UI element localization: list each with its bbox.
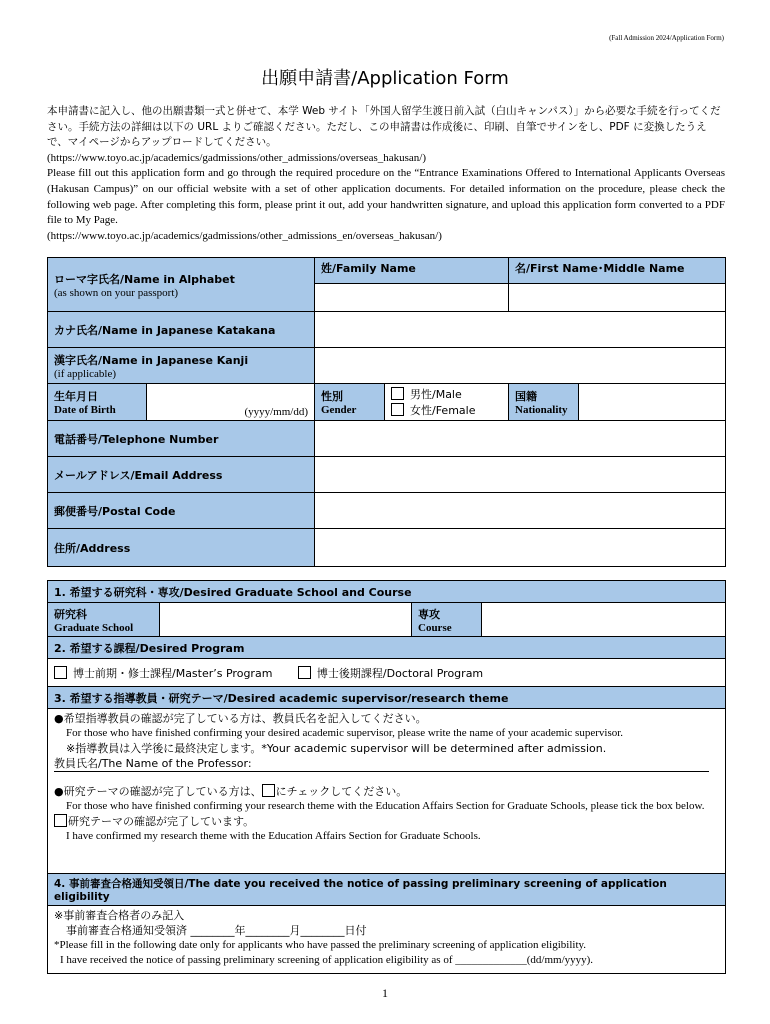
checkbox-female[interactable] (391, 403, 404, 416)
katakana-field[interactable] (315, 312, 726, 348)
screening-date-en[interactable]: I have received the notice of passing preliminary screening of application eligibility as of _____________(dd/mm/yyyy). (60, 954, 594, 966)
postal-field[interactable] (315, 493, 726, 529)
telephone-field[interactable] (315, 421, 726, 457)
personal-info-table (47, 257, 726, 567)
postal-label: 郵便番号/Postal Code (48, 493, 315, 529)
address-field[interactable] (315, 529, 726, 567)
intro-en: Please fill out this application form and go through the required procedure on the “Entrance Examinations Offered to International Applicants Overseas (Hakusan Campus)” on our official website with a set of other application documents. For detailed information on the procedure, please check the following web page. After completing this form, please print it out, add your handwritten signature, and upload this application form converted to a PDF file to My Page. (47, 167, 725, 227)
email-label: メールアドレス/Email Address (48, 457, 315, 493)
address-label: 住所/Address (48, 529, 315, 567)
dob-label: 生年月日 Date of Birth (48, 384, 147, 421)
gender-options (385, 384, 509, 421)
intro-jp: 本申請書に記入し、他の出願書類一式と併せて、本学 Web サイト「外国人留学生渡日前入試（白山キャンパス）」から必要な手続を行ってください。手続方法の詳細は以下の URL よりご確認ください。ただし、この申請書は作成後に、印刷、自筆でサインをし、PDF に変換したうえで、マイページからアップロードしてください。 (47, 105, 721, 149)
graduate-school-field[interactable] (160, 603, 412, 637)
intro-block (47, 104, 725, 244)
preliminary-screening-block (48, 906, 726, 974)
nationality-label: 国籍 Nationality (509, 384, 579, 421)
page-number: 1 (382, 986, 388, 1000)
supervisor-note: ※指導教員は入学後に最終決定します。*Your academic supervisor will be determined after admission. (66, 742, 607, 755)
dob-format-hint: (yyyy/mm/dd) (244, 406, 308, 418)
intro-en-url: (https://www.toyo.ac.jp/academics/gadmissions/other_admissions_en/overseas_hakusan/) (47, 229, 442, 242)
section2-title: 2. 希望する課程/Desired Program (48, 637, 726, 659)
checkbox-doctoral[interactable] (298, 666, 311, 679)
master-program-option[interactable]: 博士前期・修士課程/Master’s Program (54, 668, 272, 680)
name-alphabet-label: ローマ字氏名/Name in Alphabet (as shown on your passport) (48, 258, 315, 312)
family-name-field[interactable] (315, 284, 509, 312)
screening-note-en: *Please fill in the following date only for applicants who have passed the preliminary screening of application eligibility. (54, 939, 587, 951)
telephone-label: 電話番号/Telephone Number (48, 421, 315, 457)
graduate-school-label: 研究科 Graduate School (48, 603, 160, 637)
email-field[interactable] (315, 457, 726, 493)
supervisor-block (48, 709, 726, 874)
theme-instruction-en: For those who have finished confirming your research theme with the Education Affairs Section for Graduate Schools, please tick the box below. (66, 800, 705, 812)
sections-table (47, 580, 726, 974)
first-name-label: 名/First Name･Middle Name (509, 258, 726, 284)
theme-confirm-option[interactable]: 研究テーマの確認が完了しています。 (54, 814, 719, 829)
screening-date-jp[interactable]: 事前審査合格通知受領済 ________年________月________日付 (66, 924, 367, 937)
first-name-field[interactable] (509, 284, 726, 312)
theme-instruction-jp: ●研究テーマの確認が完了している方は、 にチェックしてください。 (54, 785, 408, 798)
doctoral-program-option[interactable]: 博士後期課程/Doctoral Program (298, 668, 483, 680)
kanji-field[interactable] (315, 348, 726, 384)
section4-title: 4. 事前審査合格通知受領日/The date you received the notice of passing preliminary screening of application eligibility (48, 874, 726, 906)
intro-jp-url: (https://www.toyo.ac.jp/academics/gadmissions/other_admissions/overseas_hakusan/) (47, 151, 427, 164)
course-label: 専攻 Course (412, 603, 482, 637)
page-title: 出願申請書/Application Form (261, 68, 509, 89)
header-note: (Fall Admission 2024/Application Form) (609, 34, 724, 42)
family-name-label: 姓/Family Name (315, 258, 509, 284)
supervisor-instruction-en: For those who have finished confirming your desired academic supervisor, please write the name of your academic supervisor. (66, 727, 624, 739)
section1-title: 1. 希望する研究科・専攻/Desired Graduate School and Course (48, 581, 726, 603)
supervisor-instruction-jp: ●希望指導教員の確認が完了している方は、教員氏名を記入してください。 (54, 712, 427, 725)
theme-confirm-en: I have confirmed my research theme with the Education Affairs Section for Graduate Schools. (66, 830, 481, 842)
course-field[interactable] (482, 603, 726, 637)
gender-male-option[interactable]: 男性/Male (391, 386, 502, 402)
katakana-label: カナ氏名/Name in Japanese Katakana (48, 312, 315, 348)
inline-box-icon (262, 784, 275, 797)
professor-name-field[interactable]: 教員氏名/The Name of the Professor: (54, 756, 709, 772)
nationality-field[interactable] (579, 384, 726, 421)
checkbox-master[interactable] (54, 666, 67, 679)
section3-title: 3. 希望する指導教員・研究テーマ/Desired academic supervisor/research theme (48, 687, 726, 709)
gender-label: 性別 Gender (315, 384, 385, 421)
kanji-label: 漢字氏名/Name in Japanese Kanji (if applicable) (48, 348, 315, 384)
checkbox-male[interactable] (391, 387, 404, 400)
gender-female-option[interactable]: 女性/Female (391, 402, 502, 418)
checkbox-theme-confirmed[interactable] (54, 814, 67, 827)
screening-note-jp: ※事前審査合格者のみ記入 (54, 909, 185, 922)
dob-field[interactable] (147, 384, 315, 421)
program-options (48, 659, 726, 687)
